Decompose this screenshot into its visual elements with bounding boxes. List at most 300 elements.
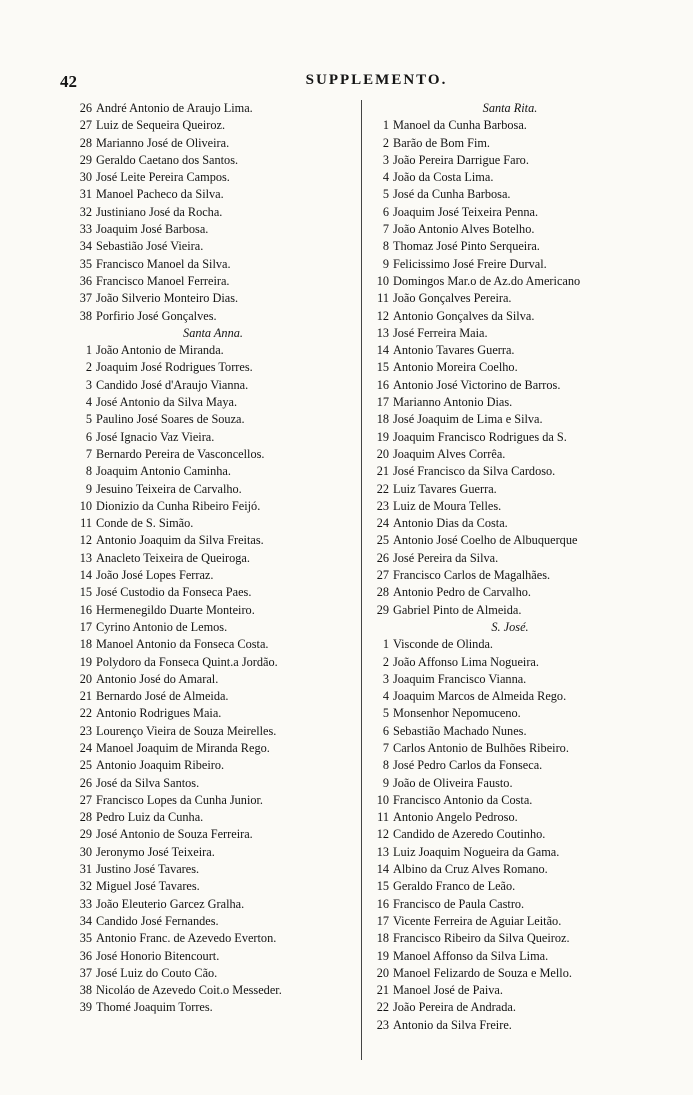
entry-name: Antonio Tavares Guerra. [393,343,515,358]
entry-number: 21 [376,983,389,998]
entry-number: 17 [376,913,389,928]
entry-name: Antonio Franc. de Azevedo Everton. [96,931,277,946]
entry-name: Manoel Pacheco da Silva. [96,187,224,202]
list-item [68,844,358,861]
entry-name: João Pereira Darrigue Faro. [393,152,529,167]
entry-number: 9 [382,775,389,790]
list-item [68,636,358,653]
entry-number: 3 [382,152,389,167]
entry-number: 24 [376,516,389,531]
entry-number: 28 [376,585,389,600]
entry-name: João Pereira de Andrada. [393,1000,516,1015]
list-item [365,965,655,982]
left-top-list [68,100,358,325]
list-item [365,481,655,498]
list-item [68,740,358,757]
list-item [365,273,655,290]
list-item [365,602,655,619]
list-item [365,740,655,757]
list-item [365,999,655,1016]
entry-name: Joaquim José Barbosa. [96,222,209,237]
list-item [365,930,655,947]
list-item [365,290,655,307]
entry-number: 11 [377,810,389,825]
entry-name: José Pedro Carlos da Fonseca. [393,758,543,773]
entry-name: Jesuino Teixeira de Carvalho. [96,481,242,496]
list-item [365,325,655,342]
entry-name: Lourenço Vieira de Souza Meirelles. [96,723,277,738]
entry-number: 8 [382,239,389,254]
list-item [68,186,358,203]
list-item [365,377,655,394]
list-item [68,290,358,307]
entry-name: Visconde de Olinda. [393,637,494,652]
entry-name: Antonio Dias da Costa. [393,516,508,531]
entry-name: Antonio da Silva Freire. [393,1017,512,1032]
entry-name: Francisco de Paula Castro. [393,896,525,911]
entry-number: 25 [376,533,389,548]
entry-number: 24 [79,740,92,755]
entry-name: Manoel Affonso da Silva Lima. [393,948,549,963]
entry-number: 6 [382,723,389,738]
entry-number: 13 [79,550,92,565]
page-title: SUPPLEMENTO. [305,72,448,88]
entry-number: 20 [79,671,92,686]
list-item [68,567,358,584]
list-item [365,135,655,152]
entry-number: 3 [382,671,389,686]
entry-name: José Antonio da Silva Maya. [96,395,238,410]
entry-name: Joaquim Alves Corrêa. [393,446,506,461]
list-item [365,463,655,480]
entry-number: 35 [79,256,92,271]
entry-number: 28 [79,135,92,150]
list-item [68,723,358,740]
list-item [68,878,358,895]
entry-number: 21 [79,689,92,704]
entry-name: Bernardo José de Almeida. [96,689,229,704]
list-item [68,117,358,134]
entry-number: 4 [382,170,389,185]
entry-name: Manoel Antonio da Fonseca Costa. [96,637,269,652]
list-item [365,169,655,186]
list-item [68,204,358,221]
entry-number: 21 [376,464,389,479]
entry-name: João José Lopes Ferraz. [96,568,214,583]
entry-name: Joaquim Francisco Rodrigues da S. [393,429,567,444]
list-item [365,567,655,584]
entry-number: 5 [382,187,389,202]
entry-number: 39 [79,1000,92,1015]
entry-number: 9 [382,256,389,271]
list-item [68,775,358,792]
entry-name: Paulino José Soares de Souza. [96,412,245,427]
entry-number: 19 [376,948,389,963]
entry-name: Thomaz José Pinto Serqueira. [393,239,540,254]
entry-name: Gabriel Pinto de Almeida. [393,602,522,617]
section-heading-santa-anna: Santa Anna. [183,325,243,340]
entry-number: 30 [79,170,92,185]
list-item [68,999,358,1016]
entry-number: 34 [79,913,92,928]
entry-name: Luiz Joaquim Nogueira da Gama. [393,844,560,859]
column-divider [361,100,362,1060]
entry-name: José Luiz do Couto Cão. [96,965,218,980]
entry-name: José Antonio de Souza Ferreira. [96,827,253,842]
list-item [68,705,358,722]
entry-name: José Leite Pereira Campos. [96,170,230,185]
entry-number: 36 [79,273,92,288]
list-item [365,515,655,532]
entry-number: 4 [85,395,92,410]
list-item [365,757,655,774]
entry-name: Luiz de Moura Telles. [393,498,502,513]
list-item [365,256,655,273]
list-item [68,671,358,688]
entry-name: Jeronymo José Teixeira. [96,844,215,859]
entry-number: 30 [79,844,92,859]
list-item [365,238,655,255]
entry-number: 31 [79,187,92,202]
entry-number: 26 [376,550,389,565]
entry-name: José Custodio da Fonseca Paes. [96,585,252,600]
list-item [68,238,358,255]
entry-number: 11 [377,291,389,306]
entry-number: 2 [382,654,389,669]
list-item [365,498,655,515]
entry-name: Manoel José de Paiva. [393,983,503,998]
list-item [68,481,358,498]
list-item [365,221,655,238]
entry-number: 29 [79,827,92,842]
section-heading-s-jose: S. José. [491,619,529,634]
list-item [365,775,655,792]
entry-number: 8 [85,464,92,479]
list-item [68,221,358,238]
entry-name: Manoel Joaquim de Miranda Rego. [96,740,270,755]
list-item [68,100,358,117]
entry-name: José Honorio Bitencourt. [96,948,220,963]
list-item [365,342,655,359]
entry-name: Antonio José Coelho de Albuquerque [393,533,578,548]
entry-number: 33 [79,896,92,911]
entry-number: 16 [376,896,389,911]
entry-number: 19 [79,654,92,669]
entry-name: José da Silva Santos. [96,775,200,790]
entry-number: 3 [85,377,92,392]
entry-number: 16 [79,602,92,617]
list-item [68,792,358,809]
entry-name: Luiz de Sequeira Queiroz. [96,118,226,133]
entry-name: Candido José d'Araujo Vianna. [96,377,249,392]
entry-number: 12 [376,827,389,842]
entry-name: José da Cunha Barbosa. [393,187,511,202]
entry-name: João Antonio Alves Botelho. [393,222,535,237]
entry-name: Francisco Carlos de Magalhães. [393,568,551,583]
s-jose-list [365,636,655,1034]
list-item [68,602,358,619]
entry-name: Domingos Mar.o de Az.do Americano [393,273,581,288]
entry-name: Joaquim Antonio Caminha. [96,464,231,479]
entry-name: Porfirio José Gonçalves. [96,308,217,323]
entry-number: 32 [79,204,92,219]
entry-number: 13 [376,325,389,340]
entry-name: Sebastião Machado Nunes. [393,723,527,738]
list-item [365,152,655,169]
entry-number: 35 [79,931,92,946]
list-item [68,342,358,359]
list-item [365,550,655,567]
entry-name: Antonio Moreira Coelho. [393,360,518,375]
entry-number: 18 [376,412,389,427]
entry-name: Polydoro da Fonseca Quint.a Jordão. [96,654,278,669]
entry-number: 37 [79,291,92,306]
entry-name: Antonio José Victorino de Barros. [393,377,561,392]
entry-number: 26 [79,775,92,790]
list-item [365,446,655,463]
entry-number: 1 [382,637,389,652]
list-item [68,550,358,567]
entry-name: João Silverio Monteiro Dias. [96,291,239,306]
entry-number: 14 [376,862,389,877]
entry-number: 1 [85,343,92,358]
entry-number: 37 [79,965,92,980]
entry-number: 33 [79,222,92,237]
entry-number: 8 [382,758,389,773]
entry-name: Anacleto Teixeira de Queiroga. [96,550,250,565]
entry-name: José Ferreira Maia. [393,325,488,340]
entry-number: 14 [79,568,92,583]
entry-number: 27 [79,792,92,807]
entry-number: 27 [79,118,92,133]
list-item [68,463,358,480]
entry-name: Thomé Joaquim Torres. [96,1000,213,1015]
entry-name: Francisco Antonio da Costa. [393,792,533,807]
entry-number: 17 [376,395,389,410]
list-item [365,308,655,325]
entry-number: 19 [376,429,389,444]
entry-name: Conde de S. Simão. [96,516,194,531]
list-item [365,948,655,965]
list-item [68,584,358,601]
list-item [365,654,655,671]
entry-name: José Joaquim de Lima e Silva. [393,412,543,427]
entry-number: 28 [79,810,92,825]
entry-name: Luiz Tavares Guerra. [393,481,497,496]
entry-number: 12 [376,308,389,323]
list-item [68,411,358,428]
list-item [68,896,358,913]
entry-number: 4 [382,689,389,704]
list-item [365,705,655,722]
entry-number: 25 [79,758,92,773]
entry-name: Hermenegildo Duarte Monteiro. [96,602,255,617]
entry-name: Antonio Pedro de Carvalho. [393,585,531,600]
entry-name: Francisco Ribeiro da Silva Queiroz. [393,931,570,946]
entry-name: Carlos Antonio de Bulhões Ribeiro. [393,740,569,755]
entry-name: João Antonio de Miranda. [96,343,224,358]
entry-number: 22 [376,1000,389,1015]
list-item [365,896,655,913]
entry-name: Geraldo Caetano dos Santos. [96,152,239,167]
list-item [68,446,358,463]
entry-name: Joaquim José Teixeira Penna. [393,204,539,219]
entry-name: Bernardo Pereira de Vasconcellos. [96,446,265,461]
entry-number: 23 [376,1017,389,1032]
entry-number: 6 [85,429,92,444]
entry-name: Joaquim Francisco Vianna. [393,671,527,686]
list-item [68,273,358,290]
list-item [365,411,655,428]
entry-name: Manoel da Cunha Barbosa. [393,118,527,133]
list-item [365,878,655,895]
entry-name: Miguel José Tavares. [96,879,200,894]
entry-number: 20 [376,965,389,980]
list-item [365,809,655,826]
entry-number: 9 [85,481,92,496]
entry-number: 26 [79,101,92,115]
entry-name: João de Oliveira Fausto. [393,775,513,790]
entry-number: 16 [376,377,389,392]
list-item [68,169,358,186]
entry-number: 7 [85,446,92,461]
entry-number: 17 [79,619,92,634]
entry-name: Candido de Azeredo Coutinho. [393,827,546,842]
entry-name: Sebastião José Vieira. [96,239,204,254]
list-item [365,394,655,411]
list-item [365,204,655,221]
list-item [68,359,358,376]
list-item [68,308,358,325]
list-item [365,186,655,203]
list-item [365,117,655,134]
entry-number: 12 [79,533,92,548]
entry-name: Albino da Cruz Alves Romano. [393,862,548,877]
entry-name: Justiniano José da Rocha. [96,204,223,219]
entry-name: Antonio Angelo Pedroso. [393,810,518,825]
entry-number: 18 [376,931,389,946]
list-item [68,135,358,152]
entry-number: 10 [79,498,92,513]
entry-number: 18 [79,637,92,652]
entry-name: João Affonso Lima Nogueira. [393,654,539,669]
list-item [365,532,655,549]
entry-name: Antonio Joaquim Ribeiro. [96,758,225,773]
entry-number: 29 [376,602,389,617]
entry-name: Cyrino Antonio de Lemos. [96,619,228,634]
entry-number: 20 [376,446,389,461]
list-item [365,636,655,653]
entry-number: 7 [382,740,389,755]
entry-name: Francisco Manoel Ferreira. [96,273,230,288]
list-item [68,826,358,843]
entry-number: 7 [382,222,389,237]
list-item [365,1017,655,1034]
entry-name: Justino José Tavares. [96,862,200,877]
entry-number: 14 [376,343,389,358]
list-item [68,394,358,411]
page-number: 42 [60,72,77,91]
left-column [68,100,358,1017]
entry-number: 2 [85,360,92,375]
entry-number: 11 [80,516,92,531]
list-item [365,359,655,376]
entry-number: 34 [79,239,92,254]
entry-number: 22 [376,481,389,496]
entry-name: José Ignacio Vaz Vieira. [96,429,215,444]
entry-name: Joaquim Marcos de Almeida Rego. [393,689,567,704]
list-item [365,429,655,446]
entry-name: André Antonio de Araujo Lima. [96,101,253,115]
list-item [68,152,358,169]
entry-number: 36 [79,948,92,963]
list-item [365,584,655,601]
entry-number: 38 [79,308,92,323]
list-item [365,792,655,809]
right-column [365,100,655,1034]
list-item [68,256,358,273]
list-item [68,654,358,671]
entry-name: Nicoláo de Azevedo Coit.o Messeder. [96,983,282,998]
list-item [68,429,358,446]
entry-number: 5 [382,706,389,721]
entry-name: Felicissimo José Freire Durval. [393,256,547,271]
list-item [68,515,358,532]
entry-number: 22 [79,706,92,721]
entry-name: Barão de Bom Fim. [393,135,491,150]
list-item [68,532,358,549]
entry-number: 27 [376,568,389,583]
entry-name: Dionizio da Cunha Ribeiro Feijó. [96,498,261,513]
list-item [68,930,358,947]
entry-name: Marianno Antonio Dias. [393,395,513,410]
list-item [68,913,358,930]
entry-number: 15 [79,585,92,600]
list-item [68,861,358,878]
list-item [68,377,358,394]
entry-name: Francisco Manoel da Silva. [96,256,231,271]
entry-number: 15 [376,360,389,375]
list-item [68,619,358,636]
list-item [68,965,358,982]
entry-number: 5 [85,412,92,427]
list-item [365,671,655,688]
left-section-list [68,342,358,1017]
list-item [68,982,358,999]
entry-name: Francisco Lopes da Cunha Junior. [96,792,264,807]
entry-number: 13 [376,844,389,859]
entry-name: Antonio Joaquim da Silva Freitas. [96,533,264,548]
list-item [365,688,655,705]
entry-number: 15 [376,879,389,894]
entry-name: Antonio Gonçalves da Silva. [393,308,535,323]
entry-number: 2 [382,135,389,150]
entry-number: 10 [376,792,389,807]
entry-name: Marianno José de Oliveira. [96,135,230,150]
section-heading-santa-rita: Santa Rita. [482,101,538,115]
entry-name: Vicente Ferreira de Aguiar Leitão. [393,913,562,928]
list-item [68,688,358,705]
list-item [68,757,358,774]
entry-name: Joaquim José Rodrigues Torres. [96,360,253,375]
entry-name: João Gonçalves Pereira. [393,291,512,306]
entry-name: João da Costa Lima. [393,170,494,185]
entry-name: Antonio Rodrigues Maia. [96,706,222,721]
list-item [68,498,358,515]
entry-name: Geraldo Franco de Leão. [393,879,516,894]
entry-number: 23 [79,723,92,738]
entry-name: Pedro Luiz da Cunha. [96,810,204,825]
